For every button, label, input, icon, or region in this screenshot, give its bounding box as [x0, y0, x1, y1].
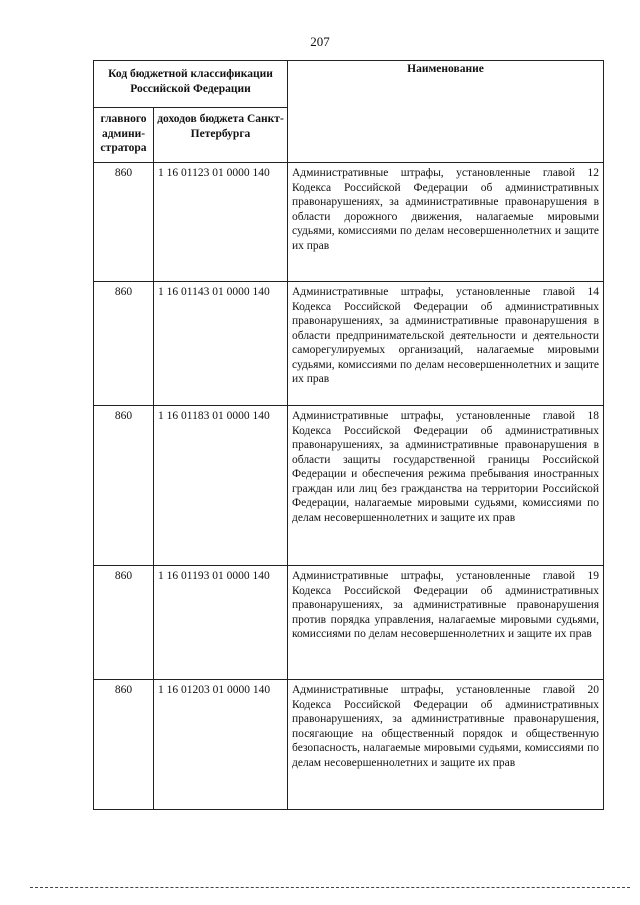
admin-code-cell: 860 — [94, 163, 154, 282]
name-cell — [288, 566, 604, 680]
header-row-1 — [94, 61, 604, 108]
table-row — [94, 282, 604, 406]
page-number: 207 — [310, 34, 330, 49]
table-row — [94, 566, 604, 680]
revenue-code-cell: 1 16 01203 01 0000 140 — [154, 680, 288, 810]
name-text: Административные штрафы, установленные главой 14 Кодекса Российской Федерации об административных правонарушениях, за административные правонарушения в области предпринимательской деятельности и деятельности саморегулируемых организаций, налагаемые мировыми судьями, комиссиями по делам несовершеннолетних и защите их прав — [292, 286, 599, 385]
table-row — [94, 680, 604, 810]
admin-code-cell: 860 — [94, 282, 154, 406]
name-cell — [288, 406, 604, 566]
name-text: Административные штрафы, установленные главой 20 Кодекса Российской Федерации об административных правонарушениях, за административные правонарушения, посягающие на общественный порядок и общественную безопасность, налагаемые мировыми судьями, комиссиями по делам несовершеннолетних и защите их прав — [292, 684, 599, 769]
name-text: Административные штрафы, установленные главой 19 Кодекса Российской Федерации об административных правонарушениях, за административные правонарушения против порядка управления, налагаемые мировыми судьями, комиссиями по делам несовершеннолетних и защите их прав — [292, 570, 599, 640]
admin-code-cell: 860 — [94, 680, 154, 810]
revenue-code-cell: 1 16 01193 01 0000 140 — [154, 566, 288, 680]
revenue-code-cell: 1 16 01143 01 0000 140 — [154, 282, 288, 406]
header-name: Наименование — [288, 61, 604, 163]
revenue-code-cell: 1 16 01183 01 0000 140 — [154, 406, 288, 566]
admin-code-cell: 860 — [94, 566, 154, 680]
admin-code-cell: 860 — [94, 406, 154, 566]
budget-classification-table — [93, 60, 604, 810]
name-cell — [288, 163, 604, 282]
name-cell — [288, 282, 604, 406]
table-row — [94, 163, 604, 282]
name-text: Административные штрафы, установленные главой 12 Кодекса Российской Федерации об административных правонарушениях, за административные правонарушения в области дорожного движения, налагаемые мировыми судьями, комиссиями по делам несовершеннолетних и защите их прав — [292, 167, 599, 252]
revenue-code-cell: 1 16 01123 01 0000 140 — [154, 163, 288, 282]
table-row — [94, 406, 604, 566]
bottom-rule — [30, 887, 630, 889]
header-admin: главного админи-стратора — [94, 108, 154, 163]
header-code-group: Код бюджетной классификации Российской Федерации — [94, 61, 288, 108]
name-cell — [288, 680, 604, 810]
name-text: Административные штрафы, установленные главой 18 Кодекса Российской Федерации об административных правонарушениях, за административные правонарушения в области защиты государственной границы Российской Федерации и обеспечения режима пребывания иностранных граждан или лиц без гражданства на территории Российской Федерации, налагаемые мировыми судьями, комиссиями по делам несовершеннолетних и защите их прав — [292, 410, 599, 524]
header-revenue: доходов бюджета Санкт-Петербурга — [154, 108, 288, 163]
